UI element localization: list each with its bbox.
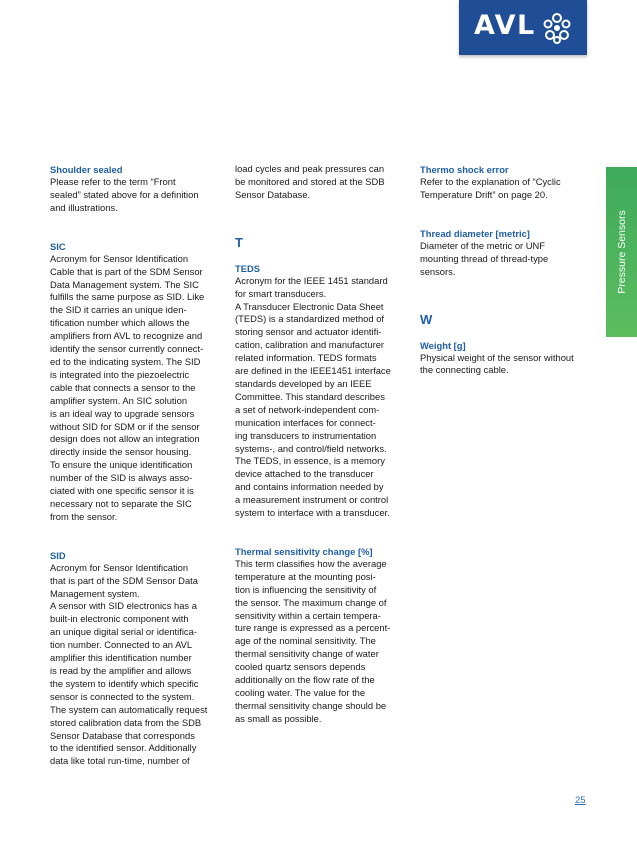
section-side-tab (606, 167, 637, 337)
term-definition: Acronym for Sensor Identification that is part of the SDM Sensor Data Management system. A sensor with SID electronics has a built-in electronic component with an unique digital serial or identifica- tion number. Connected to an AVL amplifier this identification number is read by the amplifier and allows the system to identify which specific sensor is connected to the system. The system can automatically request stored calibration data from the SDB Sensor Database that corresponds to the identified sensor. Additionally data like total run-time, number of (50, 561, 208, 767)
term-heading: TEDS (235, 262, 261, 274)
page-number: 25 (575, 795, 586, 806)
term-heading: Thermal sensitivity change [%] (235, 545, 373, 557)
side-tab-label: Pressure Sensors (615, 210, 628, 294)
term-heading: Weight [g] (420, 339, 466, 351)
term-heading: SID (50, 549, 66, 561)
term-definition: Acronym for Sensor Identification Cable that is part of the SDM Sensor Data Management system. The SIC fulfills the same purpose as SID. Like the SID it carries an unique iden- tification number which allows the amplifiers from AVL to recognize and identify the sensor currently connect- ed to the indicating system. The SID is integrated into the piezoelectric cable that connects a sensor to the amplifier system. An SIC solution is an ideal way to upgrade sensors without SID for SDM or if the sensor design does not allow an integration directly inside the sensor housing. To ensure the unique identification number of the SID is always asso- ciated with one specific sensor it is necessary not to separate the SIC from the sensor. (50, 252, 205, 522)
term-heading: Shoulder sealed (50, 164, 123, 175)
glossary-column-1 (50, 163, 210, 768)
avl-logo (459, 0, 587, 55)
term-heading: Thermo shock error (420, 164, 509, 175)
term-definition: load cycles and peak pressures can be monitored and stored at the SDB Sensor Database. (235, 163, 385, 200)
glossary-entry-sid (50, 549, 210, 769)
term-definition: This term classifies how the average temperature at the mounting posi- tion is influencing the sensitivity of the sensor. The maximum change of sensitivity within a certain tempera- ture range is expressed as a percent- age of the nominal sensitivity. The thermal sensitivity change of water cooled quartz sensors depends additionally on the flow rate of the cooling water. The value for the thermal sensitivity change should be as small as possible. (235, 557, 391, 724)
term-definition: Physical weight of the sensor without the connecting cable. (420, 351, 574, 376)
logo-wordmark: AVL (474, 10, 536, 41)
term-heading: SIC (50, 240, 66, 252)
glossary-entry-thermal-sensitivity-change (235, 545, 395, 726)
section-letter-t: T (235, 234, 243, 250)
term-definition: Diameter of the metric or UNF mounting thread of thread-type sensors. (420, 239, 549, 277)
term-definition: Please refer to the term “Front sealed” stated above for a definition and illustrations. (50, 176, 199, 213)
glossary-entry-sic (50, 240, 210, 524)
glossary-entry-thermo-shock-error (420, 163, 592, 202)
glossary-entry-thread-diameter (420, 227, 592, 279)
avl-symbol-icon (539, 10, 575, 46)
term-definition: Acronym for the IEEE 1451 standard for smart transducers. A Transducer Electronic Data Sheet (TEDS) is a standardized method of storing sensor and actuator identifi- cation, calibration and manufacturer related information. TEDS formats are defined in the IEEE1451 interface standards developed by an IEEE Committee. This standard describes a set of network-independent com- munication interfaces for connect- ing transducers to instrumentation systems-, and control/field networks. The TEDS, in essence, is a memory device attached to the transducer and contains information needed by a measurement instrument or control system to interface with a transducer. (235, 274, 391, 519)
glossary-column-3 (420, 163, 592, 377)
term-definition: Refer to the explanation of “Cyclic Temperature Drift” on page 20. (420, 176, 561, 200)
glossary-entry-sid-continued (235, 163, 395, 202)
section-letter-w: W (420, 311, 433, 327)
glossary-entry-teds (235, 262, 395, 520)
term-heading: Thread diameter [metric] (420, 227, 530, 239)
glossary-column-2 (235, 163, 395, 726)
glossary-entry-shoulder-sealed (50, 163, 210, 215)
glossary-entry-weight (420, 339, 592, 378)
